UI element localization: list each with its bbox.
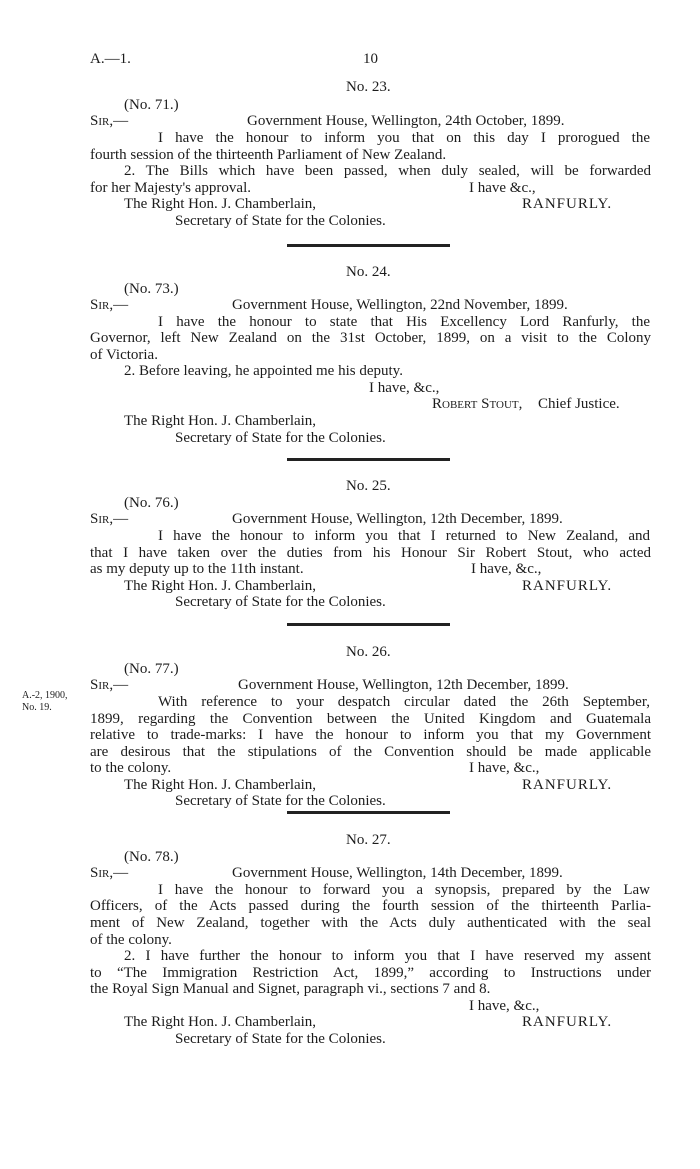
section-divider	[287, 811, 450, 814]
letter-paragraph-line: of the colony.	[90, 932, 172, 948]
place-date: Government House, Wellington, 24th October, 1899.	[247, 113, 565, 129]
signature: RANFURLY.	[522, 578, 613, 594]
place-date: Government House, Wellington, 12th December, 1899.	[232, 511, 563, 527]
signature-name: Robert Stout,	[432, 396, 523, 412]
letter-number: No. 24.	[346, 264, 391, 280]
letter-paragraph-line: ment of New Zealand, together with the Acts duly authenticated with the seal	[90, 915, 651, 931]
letter-number: No. 23.	[346, 79, 391, 95]
letter-paragraph-line: as my deputy up to the 11th instant.	[90, 561, 304, 577]
letter-reference: (No. 77.)	[124, 661, 179, 677]
salutation: Sir,—	[90, 511, 129, 527]
letter-reference: (No. 73.)	[124, 281, 179, 297]
letter-paragraph-line: I have the honour to state that His Excellency Lord Ranfurly, the	[158, 314, 650, 330]
letter-reference: (No. 71.)	[124, 97, 179, 113]
signature: RANFURLY.	[522, 1014, 613, 1030]
letter-paragraph-line: that I have taken over the duties from his Honour Sir Robert Stout, who acted	[90, 545, 651, 561]
letter-number: No. 25.	[346, 478, 391, 494]
place-date: Government House, Wellington, 22nd November, 1899.	[232, 297, 568, 313]
letter-paragraph-line: I have the honour to forward you a synopsis, prepared by the Law	[158, 882, 650, 898]
letter-paragraph-line: relative to trade-marks: I have the honour to inform you that my Government	[90, 727, 651, 743]
letter-paragraph-line: fourth session of the thirteenth Parliament of New Zealand.	[90, 147, 447, 163]
letter-number: No. 27.	[346, 832, 391, 848]
salutation: Sir,—	[90, 297, 129, 313]
document-reference: A.—1.	[90, 51, 131, 67]
letter-paragraph-line: Governor, left New Zealand on the 31st October, 1899, on a visit to the Colony	[90, 330, 651, 346]
letter-paragraph-line: 2. The Bills which have been passed, when duly sealed, will be forwarded	[124, 163, 651, 179]
addressee-title: Secretary of State for the Colonies.	[175, 430, 386, 446]
addressee: The Right Hon. J. Chamberlain,	[124, 413, 317, 429]
letter-reference: (No. 76.)	[124, 495, 179, 511]
page-number: 10	[363, 51, 378, 67]
letter-paragraph-line: of Victoria.	[90, 347, 158, 363]
addressee: The Right Hon. J. Chamberlain,	[124, 1014, 317, 1030]
letter-paragraph-line: to the colony.	[90, 760, 172, 776]
letter-paragraph-line: to “The Immigration Restriction Act, 1899,” according to Instructions under	[90, 965, 651, 981]
addressee: The Right Hon. J. Chamberlain,	[124, 196, 317, 212]
letter-paragraph-line: for her Majesty's approval.	[90, 180, 251, 196]
letter-paragraph-line: With reference to your despatch circular dated the 26th September,	[158, 694, 650, 710]
letter-paragraph-line: Officers, of the Acts passed during the fourth session of the thirteenth Parlia-	[90, 898, 651, 914]
section-divider	[287, 458, 450, 461]
closing: I have, &c.,	[469, 760, 540, 776]
addressee-title: Secretary of State for the Colonies.	[175, 1031, 386, 1047]
closing: I have, &c.,	[471, 561, 542, 577]
addressee-title: Secretary of State for the Colonies.	[175, 213, 386, 229]
place-date: Government House, Wellington, 12th December, 1899.	[238, 677, 569, 693]
salutation: Sir,—	[90, 677, 129, 693]
closing: I have &c.,	[469, 180, 536, 196]
signature-title: Chief Justice.	[538, 396, 620, 412]
letter-number: No. 26.	[346, 644, 391, 660]
closing: I have, &c.,	[369, 380, 440, 396]
signature: RANFURLY.	[522, 777, 613, 793]
letter-paragraph-line: are desirous that the stipulations of the Convention should be made applicable	[90, 744, 651, 760]
section-divider	[287, 244, 450, 247]
salutation: Sir,—	[90, 865, 129, 881]
place-date: Government House, Wellington, 14th December, 1899.	[232, 865, 563, 881]
letter-paragraph-line: 2. Before leaving, he appointed me his deputy.	[124, 363, 403, 379]
addressee: The Right Hon. J. Chamberlain,	[124, 777, 317, 793]
section-divider	[287, 623, 450, 626]
letter-paragraph-line: I have the honour to inform you that I returned to New Zealand, and	[158, 528, 650, 544]
signature: RANFURLY.	[522, 196, 613, 212]
margin-note-line: A.-2, 1900,	[22, 690, 68, 701]
addressee-title: Secretary of State for the Colonies.	[175, 793, 386, 809]
letter-paragraph-line: 1899, regarding the Convention between the United Kingdom and Guatemala	[90, 711, 651, 727]
salutation: Sir,—	[90, 113, 129, 129]
letter-paragraph-line: I have the honour to inform you that on this day I prorogued the	[158, 130, 650, 146]
margin-note	[22, 690, 68, 714]
margin-note-line: No. 19.	[22, 702, 52, 713]
addressee-title: Secretary of State for the Colonies.	[175, 594, 386, 610]
addressee: The Right Hon. J. Chamberlain,	[124, 578, 317, 594]
closing: I have, &c.,	[469, 998, 540, 1014]
letter-reference: (No. 78.)	[124, 849, 179, 865]
letter-paragraph-line: the Royal Sign Manual and Signet, paragraph vi., sections 7 and 8.	[90, 981, 491, 997]
letter-paragraph-line: 2. I have further the honour to inform you that I have reserved my assent	[124, 948, 651, 964]
